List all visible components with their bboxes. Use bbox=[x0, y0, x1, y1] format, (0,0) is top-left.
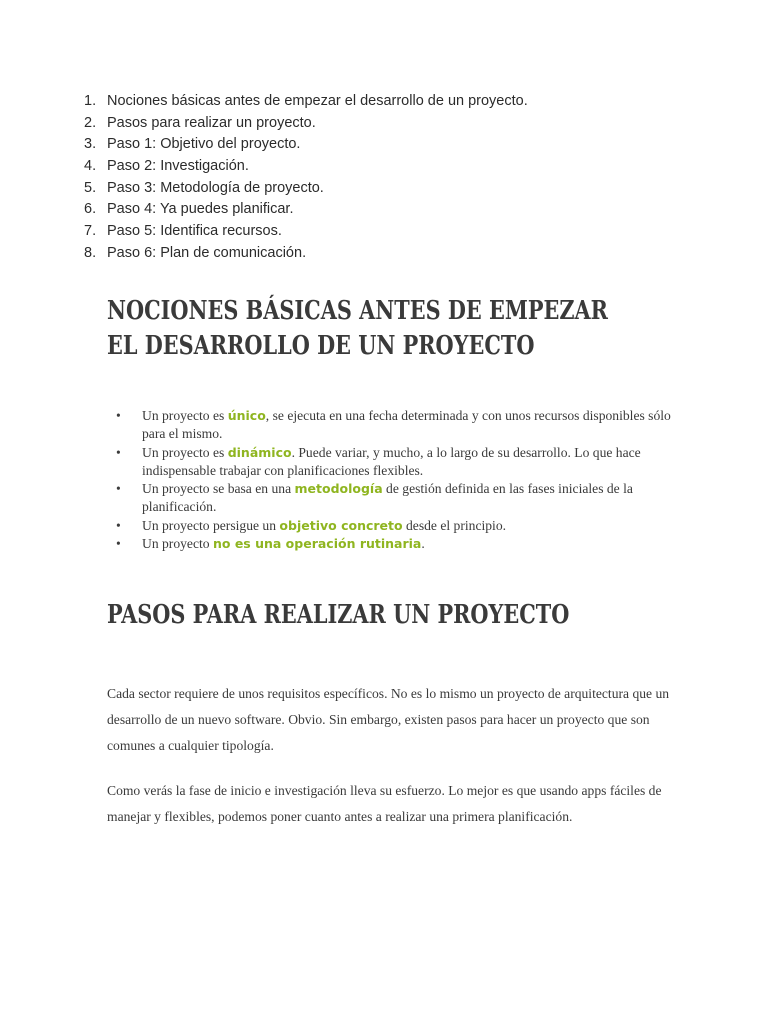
toc-text: Nociones básicas antes de empezar el desarrollo de un proyecto. bbox=[107, 93, 528, 109]
bullet-item bbox=[116, 407, 676, 444]
bullet-text: . bbox=[421, 536, 425, 552]
toc-number: 5. bbox=[84, 179, 97, 196]
bullet-text: de gestión definida en las fases iniciales de la planificación. bbox=[142, 481, 633, 515]
paragraph: Cada sector requiere de unos requisitos específicos. No es lo mismo un proyecto de arquitectura que un desarrollo de un nuevo software. Obvio. Sin embargo, existen pasos para hacer un proyecto que son comunes a cualquier tipología. bbox=[107, 686, 670, 753]
bullet-item bbox=[116, 444, 676, 481]
bullet-text: Un proyecto se basa en una bbox=[142, 481, 295, 497]
heading-line: EL DESARROLLO DE UN PROYECTO bbox=[107, 331, 535, 361]
toc-item bbox=[84, 178, 528, 200]
toc-text: Paso 2: Investigación. bbox=[107, 158, 249, 175]
bullet-dot: • bbox=[116, 536, 121, 552]
bullet-item bbox=[116, 517, 676, 535]
toc-item bbox=[84, 134, 528, 156]
bullet-text: Un proyecto es bbox=[142, 444, 228, 460]
highlight-text: metodología bbox=[294, 481, 383, 497]
bullet-dot: • bbox=[116, 517, 121, 533]
toc-text: Pasos para realizar un proyecto. bbox=[107, 114, 316, 131]
section-heading-nociones bbox=[107, 294, 643, 364]
toc-number: 6. bbox=[84, 201, 97, 218]
toc-number: 1. bbox=[84, 93, 97, 109]
toc-number: 4. bbox=[84, 158, 97, 175]
toc-item bbox=[84, 113, 528, 135]
toc-item bbox=[84, 199, 528, 221]
toc-text: Paso 6: Plan de comunicación. bbox=[107, 244, 307, 261]
bullet-dot: • bbox=[116, 444, 121, 460]
bullet-text: Un proyecto persigue un bbox=[142, 517, 280, 533]
bullet-item bbox=[116, 535, 676, 553]
bullet-text: desde el principio. bbox=[402, 517, 507, 533]
toc-item bbox=[84, 221, 528, 243]
toc-number: 7. bbox=[84, 223, 97, 240]
toc-item bbox=[84, 156, 528, 178]
section-heading-pasos: PASOS PARA REALIZAR UN PROYECTO bbox=[107, 600, 570, 630]
highlight-text: no es una operación rutinaria bbox=[212, 536, 422, 552]
highlight-text: objetivo concreto bbox=[279, 517, 403, 533]
toc-item bbox=[84, 243, 528, 265]
toc-text: Paso 1: Objetivo del proyecto. bbox=[107, 136, 301, 153]
toc-item bbox=[84, 91, 528, 113]
toc-number: 2. bbox=[84, 114, 97, 131]
bullet-text: Un proyecto es bbox=[142, 408, 228, 423]
bullet-item bbox=[116, 480, 676, 517]
table-of-contents bbox=[84, 91, 528, 265]
toc-number: 8. bbox=[84, 244, 97, 261]
highlight-text: dinámico bbox=[227, 444, 292, 460]
bullet-text: Un proyecto bbox=[142, 536, 213, 552]
nociones-bullet-list bbox=[116, 407, 676, 553]
bullet-dot: • bbox=[116, 481, 121, 497]
toc-text: Paso 3: Metodología de proyecto. bbox=[107, 179, 324, 196]
highlight-text: único bbox=[227, 408, 266, 423]
toc-text: Paso 4: Ya puedes planificar. bbox=[107, 201, 294, 218]
heading-line: NOCIONES BÁSICAS ANTES DE EMPEZAR bbox=[107, 296, 608, 326]
toc-number: 3. bbox=[84, 136, 97, 153]
bullet-dot: • bbox=[116, 408, 121, 423]
bullet-text: , se ejecuta en una fecha determinada y con unos recursos disponibles sólo para el mismo. bbox=[142, 408, 671, 442]
toc-text: Paso 5: Identifica recursos. bbox=[107, 223, 282, 240]
paragraph: Como verás la fase de inicio e investigación lleva su esfuerzo. Lo mejor es que usando apps fáciles de manejar y flexibles, podemos poner cuanto antes a realizar una primera planificación. bbox=[107, 783, 662, 824]
bullet-text: . Puede variar, y mucho, a lo largo de su desarrollo. Lo que hace indispensable trabajar con planificaciones flexibles. bbox=[142, 444, 641, 478]
